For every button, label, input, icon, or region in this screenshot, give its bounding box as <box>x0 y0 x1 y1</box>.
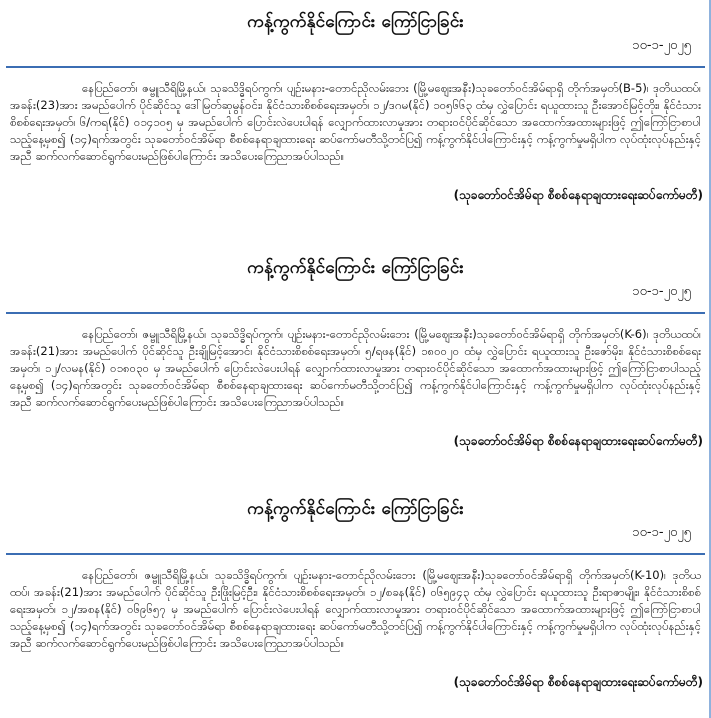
notice-date: ၁၀-၁-၂၀၂၅ <box>632 38 691 53</box>
notice-signature: (သုခတော်ဝင်အိမ်ရာ စီစစ်နေရာချထားရေးဆပ်ကော်မတီ) <box>453 675 703 689</box>
notice-body: နေပြည်တော်၊ ဇမ္ဗူသီရိမြို့နယ်၊ သုခသိဒ္ဓိရပ်ကွက်၊ ပျဉ်းမနား-တောင်ညိုလမ်းဘေး (မြို့မဈေးအနီး)သုခတော်ဝင်အိမ်ရာရှိ တိုက်အမှတ်(B-5)၊ ဒုတိယထပ်၊ အခန်း(23)အား အမည်ပေါက် ပိုင်ဆိုင်သူ ဒေါ်မြတ်ဆုမွန်ဝင်း၊ နိုင်ငံသားစိစစ်ရေးအမှတ်၊ ၁၂/ဒဂမ(နိုင်) ၁၀၅၆၆၃ ထံမှ လွှဲပြောင်း ရယူထားသူ ဦးအောင်မြင့်တိုး၊ နိုင်ငံသားစိစစ်ရေးအမှတ်၊ ၆/ကရ(နိုင်) ၀၁၄၁၀၅ မှ အမည်ပေါက် ပြောင်းလဲပေးပါရန် လျှောက်ထားလာမှုအား တရားဝင်ပိုင်ဆိုင်သော အထောက်အထားများဖြင့် ဤကြော်ငြာစာပါသည့်နေ့မှစ၍ (၁၄)ရက်အတွင်း သုခတော်ဝင်အိမ်ရာ စီစစ်နေရာချထားရေး ဆပ်ကော်မတီသို့တင်ပြ၍ ကန့်ကွက်နိုင်ပါကြောင်းနှင့် ကန့်ကွက်မှုမရှိပါက လုပ်ထုံးလုပ်နည်းနှင့် အညီ ဆက်လက်ဆောင်ရွက်ပေးမည်ဖြစ်ပါကြောင်း အသိပေးကြေညာအပ်ပါသည်။ <box>10 81 701 163</box>
notice-title: ကန့်ကွက်နိုင်ကြောင်း ကြော်ငြာခြင်း <box>247 12 464 32</box>
notice-date: ၁၀-၁-၂၀၂၅ <box>632 525 691 540</box>
notice-signature: (သုခတော်ဝင်အိမ်ရာ စီစစ်နေရာချထားရေးဆပ်ကော်မတီ) <box>453 434 703 448</box>
notice-body: နေပြည်တော်၊ ဇမ္ဗူသီရိမြို့နယ်၊ သုခသိဒ္ဓိရပ်ကွက်၊ ပျဉ်းမနား-တောင်ညိုလမ်းဘေး (မြို့မဈေးအနီး)သုခတော်ဝင်အိမ်ရာရှိ တိုက်အမှတ်(K-6)၊ ဒုတိယထပ်၊ အခန်း(21)အား အမည်ပေါက် ပိုင်ဆိုင်သူ ဦးချိုမြင့်အောင်၊ နိုင်ငံသားစိစစ်ရေးအမှတ်၊ ၅/ရဖန(နိုင်) ၁၈၀၀၂၀ ထံမှ လွှဲပြောင်း ရယူထားသူ ဦးဇော်မိုး၊ နိုင်ငံသားစိစစ်ရေးအမှတ်၊ ၁၂/လမန(နိုင်) ၀၁၈၀၃၀ မှ အမည်ပေါက် ပြောင်းလဲပေးပါရန် လျှောက်ထားလာမှုအား တရားဝင်ပိုင်ဆိုင်သော အထောက်အထားများဖြင့် ဤကြော်ငြာစာပါသည့်နေ့မှစ၍ (၁၄)ရက်အတွင်း သုခတော်ဝင်အိမ်ရာ စီစစ်နေရာချထားရေး ဆပ်ကော်မတီသို့တင်ပြ၍ ကန့်ကွက်နိုင်ပါကြောင်းနှင့် ကန့်ကွက်မှုမရှိပါက လုပ်ထုံးလုပ်နည်းနှင့် အညီ ဆက်လက်ဆောင်ရွက်ပေးမည်ဖြစ်ပါကြောင်း အသိပေးကြေညာအပ်ပါသည်။ <box>10 327 701 409</box>
notice-body: နေပြည်တော်၊ ဇမ္ဗူသီရိမြို့နယ်၊ သုခသိဒ္ဓိရပ်ကွက်၊ ပျဉ်းမနား-တောင်ညိုလမ်းဘေး (မြို့မဈေးအနီး)သုခတော်ဝင်အိမ်ရာရှိ တိုက်အမှတ်(K-10)၊ ဒုတိယထပ်၊ အခန်း(21)အား အမည်ပေါက် ပိုင်ဆိုင်သူ ဦးဖြိုးမြင့်ဦး၊ နိုင်ငံသားစိစစ်ရေးအမှတ်၊ ၁၂/စခန(နိုင်) ၀၆၅၉၄၃ ထံမှ လွှဲပြောင်း ရယူထားသူ ဦးရာဇာမျိုး၊ နိုင်ငံသားစိစစ်ရေးအမှတ်၊ ၁၂/အစန(နိုင်) ၀၆၉၆၅၇ မှ အမည်ပေါက် ပြောင်းလဲပေးပါရန် လျှောက်ထားလာမှုအား တရားဝင်ပိုင်ဆိုင်သော အထောက်အထားများဖြင့် ဤကြော်ငြာစာပါသည့်နေ့မှစ၍ (၁၄)ရက်အတွင်း သုခတော်ဝင်အိမ်ရာ စီစစ်နေရာချထားရေး ဆပ်ကော်မတီသို့တင်ပြ၍ ကန့်ကွက်နိုင်ပါကြောင်းနှင့် ကန့်ကွက်မှုမရှိပါက လုပ်ထုံးလုပ်နည်းနှင့် အညီ ဆက်လက်ဆောင်ရွက်ပေးမည်ဖြစ်ပါကြောင်း အသိပေးကြေညာအပ်ပါသည်။ <box>10 568 701 650</box>
notice-title: ကန့်ကွက်နိုင်ကြောင်း ကြော်ငြာခြင်း <box>247 258 464 278</box>
notice-1 <box>0 0 711 204</box>
notice-2 <box>0 246 711 450</box>
notice-title: ကန့်ကွက်နိုင်ကြောင်း ကြော်ငြာခြင်း <box>247 499 464 519</box>
notice-date: ၁၀-၁-၂၀၂၅ <box>632 284 691 299</box>
notice-3 <box>0 487 711 691</box>
notice-signature: (သုခတော်ဝင်အိမ်ရာ စီစစ်နေရာချထားရေးဆပ်ကော်မတီ) <box>453 188 703 202</box>
